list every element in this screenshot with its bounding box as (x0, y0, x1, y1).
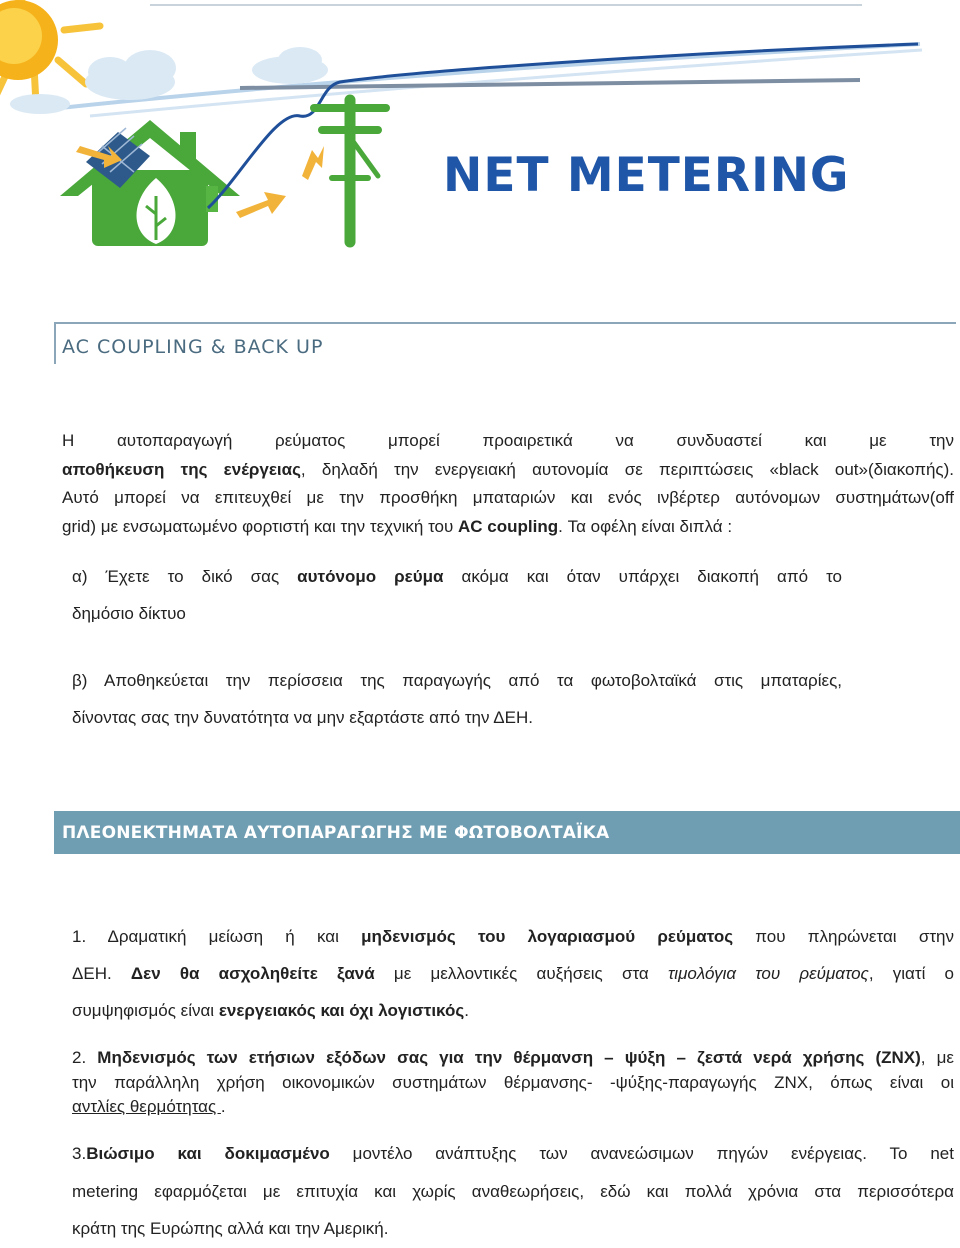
advantage-1-bold: μηδενισμός του λογαριασμού ρεύματος (361, 927, 734, 946)
intro-paragraph (62, 427, 954, 541)
advantage-3-num: 3. (72, 1144, 87, 1163)
advantage-3 (72, 1135, 954, 1248)
advantage-2-line-1 (72, 1046, 954, 1071)
advantage-1-line-1 (72, 918, 954, 955)
benefit-a-line-2: δημόσιο δίκτυο (72, 604, 186, 623)
benefit-b-line-1: β) Αποθηκεύεται την περίσσεια της παραγωγής από τα φωτοβολταϊκά στις μπαταρίες, (72, 671, 842, 690)
advantage-1 (72, 918, 954, 1029)
advantage-1-l3-end: . (464, 1001, 469, 1020)
intro-line-4-end: . Τα οφέλη είναι διπλά : (558, 516, 733, 536)
advantage-1-text-2: που πληρώνεται στην (733, 927, 954, 946)
section-heading-text: AC COUPLING & BACK UP (62, 336, 324, 358)
intro-line-2 (62, 456, 954, 485)
advantage-2-num: 2. (72, 1048, 98, 1067)
sky-streaks (60, 44, 922, 116)
advantage-2-line-3 (72, 1095, 954, 1120)
benefit-b (72, 662, 842, 736)
intro-line-3: Αυτό μπορεί να επιτευχθεί με την προσθήκη μπαταριών και ενός ινβέρτερ αυτόνομων συστημάτων(off (62, 488, 954, 507)
benefit-a-text-2: ακόμα και όταν υπάρχει διακοπή από το (443, 567, 842, 586)
advantage-3-line-1 (72, 1135, 954, 1173)
advantage-3-line-2: metering εφαρμόζεται με επιτυχία και χωρίς αναθεωρήσεις, εδώ και πολλά χρόνια στα περισσότερα (72, 1181, 954, 1201)
intro-line-1: Η αυτοπαραγωγή ρεύματος μπορεί προαιρετικά να συνδυαστεί και με την (62, 431, 954, 450)
advantage-2 (72, 1046, 954, 1120)
intro-bold-storage: αποθήκευση της ενέργειας (62, 459, 301, 479)
advantage-1-line-2 (72, 955, 954, 992)
section-banner-advantages (54, 811, 960, 854)
intro-line-2-text: , δηλαδή την ενεργειακή αυτονομία σε περιπτώσεις «black out»(διακοπής). (300, 459, 954, 479)
benefit-a-line-1 (72, 558, 842, 595)
heat-pumps-link[interactable]: αντλίες θερμότητας (72, 1097, 221, 1116)
benefit-b-line-2: δίνοντας σας την δυνατότητα να μην εξαρτάστε από την ΔΕΗ. (72, 708, 533, 727)
advantage-1-l2-bold: Δεν θα ασχοληθείτε ξανά (130, 964, 375, 983)
intro-bold-ac-coupling: AC coupling (458, 516, 559, 536)
brand-title: NET METERING (443, 148, 850, 203)
net-metering-illustration (0, 0, 960, 270)
advantage-1-l3-bold: ενεργειακός και όχι λογιστικός (218, 1001, 465, 1020)
advantage-2-text: , με (920, 1048, 954, 1067)
advantage-3-line-3: κράτη της Ευρώπης αλλά και την Αμερική. (72, 1219, 389, 1238)
benefit-a-text: α) Έχετε το δικό σας (72, 567, 298, 586)
advantage-1-line-3 (72, 992, 954, 1029)
benefit-a (72, 558, 842, 632)
advantage-2-bold: Μηδενισμός των ετήσιων εξόδων σας για την θέρμανση – ψύξη – ζεστά νερά χρήσης (ΖΝΧ) (97, 1048, 921, 1067)
advantage-1-l2-text-2: με μελλοντικές αυξήσεις στα (374, 964, 668, 983)
advantage-3-bold: Βιώσιμο και δοκιμασμένο (86, 1144, 330, 1163)
sun-icon (0, 0, 100, 104)
section-heading-ac-coupling (54, 322, 956, 364)
intro-line-4 (62, 513, 954, 542)
benefit-a-bold: αυτόνομο ρεύμα (297, 567, 444, 586)
advantage-1-text: 1. Δραματική μείωση ή και (72, 927, 362, 946)
advantage-1-l2-italic: τιμολόγια του ρεύματος (667, 964, 869, 983)
advantage-1-l3-text: συμψηφισμός είναι (72, 1001, 219, 1020)
advantage-3-text: μοντέλο ανάπτυξης των ανανεώσιμων πηγών ενέργειας. Το net (329, 1144, 954, 1163)
banner-title: ΠΛΕΟΝΕΚΤΗΜΑΤΑ ΑΥΤΟΠΑΡΑΓΩΓΗΣ ΜΕ ΦΩΤΟΒΟΛΤΑΪΚΑ (62, 823, 610, 843)
advantage-2-end: . (220, 1097, 226, 1116)
advantage-1-l2-end: , γιατί ο (868, 964, 954, 983)
advantage-1-l2-text: ΔΕΗ. (72, 964, 131, 983)
power-pole-icon (314, 100, 386, 242)
intro-line-4-text: grid) με ενσωματωμένο φορτιστή και την τεχνική του (62, 516, 459, 536)
advantage-2-line-2: την παράλληλη χρήση οικονομικών συστημάτων θέρμανσης- -ψύξης-παραγωγής ΖΝΧ, όπως είναι οι (72, 1072, 954, 1092)
